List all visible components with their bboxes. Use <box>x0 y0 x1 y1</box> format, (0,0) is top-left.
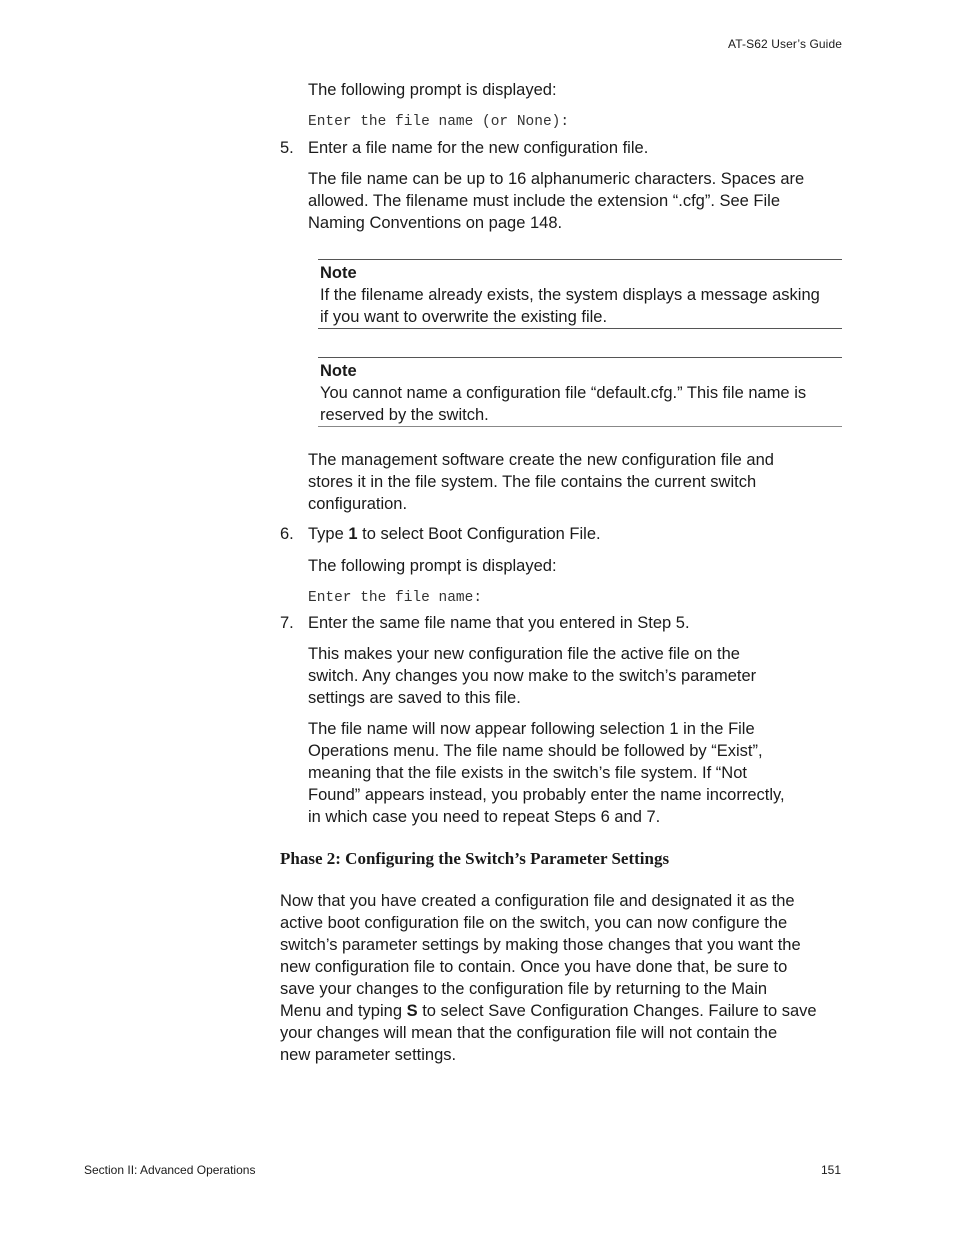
text-line: Operations menu. The file name should be followed by “Exist”, <box>308 742 763 760</box>
text-line: configuration. <box>308 495 408 513</box>
text-run: to select Boot Configuration File. <box>357 525 601 543</box>
prompt-intro: The following prompt is displayed: <box>308 557 557 575</box>
text-line: active boot configuration file on the switch, you can now configure the <box>280 914 788 932</box>
paragraph <box>280 890 842 1066</box>
text-line: meaning that the file exists in the switch’s file system. If “Not <box>308 764 747 782</box>
text-line: Now that you have created a configuration file and designated it as the <box>280 892 795 910</box>
prompt-code: Enter the file name (or None): <box>308 114 570 130</box>
note-title: Note <box>320 264 357 282</box>
text-line: new parameter settings. <box>280 1046 457 1064</box>
text-line: in which case you need to repeat Steps 6 and 7. <box>308 808 661 826</box>
footer-section: Section II: Advanced Operations <box>84 1163 256 1177</box>
running-header: AT-S62 User’s Guide <box>728 37 842 51</box>
step-detail <box>308 168 842 234</box>
text-line: This makes your new configuration file the active file on the <box>308 645 740 663</box>
note-body <box>320 284 842 328</box>
paragraph <box>308 643 842 709</box>
text-line: The file name will now appear following selection 1 in the File <box>308 720 755 738</box>
text-line: allowed. The filename must include the extension “.cfg”. See File <box>308 192 781 210</box>
step-number: 5. <box>280 139 294 157</box>
note-box <box>318 357 842 427</box>
prompt-intro: The following prompt is displayed: <box>308 81 557 99</box>
text-line: if you want to overwrite the existing file. <box>320 308 608 326</box>
text-run: Type <box>308 525 349 543</box>
key-label: 1 <box>348 525 358 543</box>
page-number: 151 <box>820 1163 841 1177</box>
text-line <box>280 1000 842 1022</box>
note-body <box>320 382 842 426</box>
text-line: If the filename already exists, the system displays a message asking <box>320 286 820 304</box>
prompt-code: Enter the file name: <box>308 590 483 606</box>
step-text <box>308 523 842 545</box>
key-label: S <box>406 1002 418 1020</box>
step-number: 6. <box>280 525 294 543</box>
text-line: Found” appears instead, you probably enter the name incorrectly, <box>308 786 785 804</box>
section-heading: Phase 2: Configuring the Switch’s Parameter Settings <box>280 849 670 868</box>
note-box <box>318 259 842 329</box>
text-line: Naming Conventions on page 148. <box>308 214 563 232</box>
text-run: to select Save Configuration Changes. Failure to save <box>417 1002 817 1020</box>
paragraph <box>308 718 842 828</box>
text-run: Menu and typing <box>280 1002 407 1020</box>
text-line: save your changes to the configuration file by returning to the Main <box>280 980 768 998</box>
note-title: Note <box>320 362 357 380</box>
text-line: switch. Any changes you now make to the switch’s parameter <box>308 667 757 685</box>
text-line: The management software create the new configuration file and <box>308 451 774 469</box>
text-line: The file name can be up to 16 alphanumeric characters. Spaces are <box>308 170 805 188</box>
step-text: Enter the same file name that you entered in Step 5. <box>308 614 690 632</box>
step-text: Enter a file name for the new configuration file. <box>308 139 649 157</box>
paragraph <box>308 449 842 515</box>
text-line: reserved by the switch. <box>320 406 489 424</box>
text-line: your changes will mean that the configuration file will not contain the <box>280 1024 778 1042</box>
text-line: new configuration file to contain. Once you have done that, be sure to <box>280 958 788 976</box>
step-number: 7. <box>280 614 294 632</box>
text-line: settings are saved to this file. <box>308 689 521 707</box>
text-line: switch’s parameter settings by making those changes that you want the <box>280 936 801 954</box>
text-line: You cannot name a configuration file “default.cfg.” This file name is <box>320 384 807 402</box>
text-line: stores it in the file system. The file contains the current switch <box>308 473 757 491</box>
